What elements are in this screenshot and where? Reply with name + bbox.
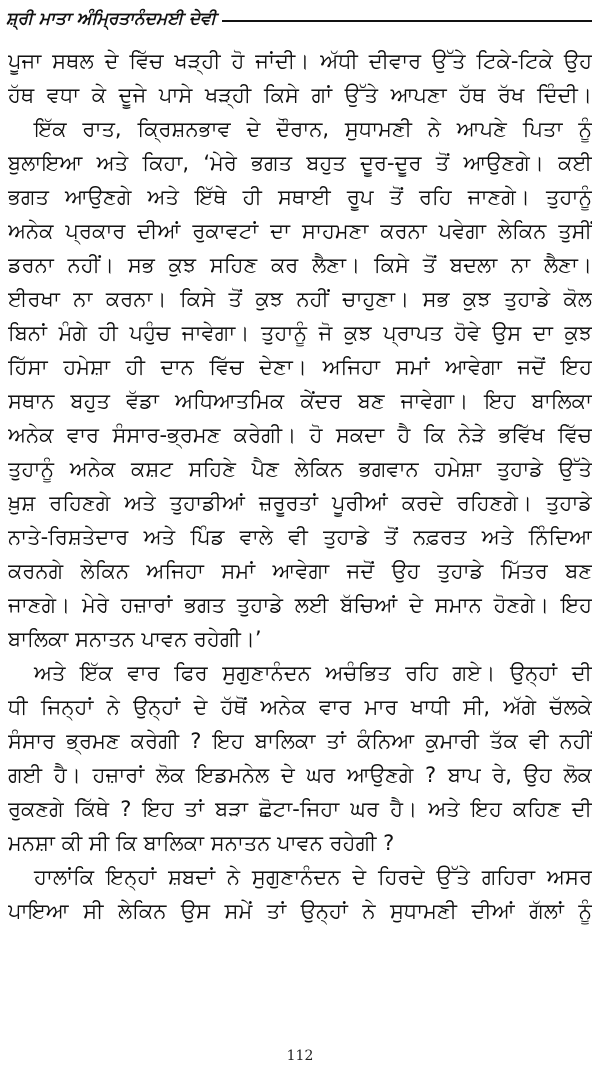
text-line: ਖ਼ੁਸ਼ ਰਹਿਣਗੇ ਅਤੇ ਤੁਹਾਡੀਆਂ ਜ਼ਰੂਰਤਾਂ ਪੂਰੀਆਂ ਕਰਦੇ ਰਹਿਣਗੇ। ਤੁਹਾਡੇ (8, 491, 592, 515)
text-line: ਜਾਣਗੇ। ਮੇਰੇ ਹਜ਼ਾਰਾਂ ਭਗਤ ਤੁਹਾਡੇ ਲਈ ਬੱਚਿਆਂ ਦੇ ਸਮਾਨ ਹੋਣਗੇ। ਇਹ (8, 593, 592, 617)
text-line: ਭਗਤ ਆਉਣਗੇ ਅਤੇ ਇੱਥੇ ਹੀ ਸਥਾਈ ਰੂਪ ਤੋਂ ਰਹਿ ਜਾਣਗੇ। ਤੁਹਾਨੂੰ (8, 185, 592, 209)
text-line: ਪਾਇਆ ਸੀ ਲੇਕਿਨ ਉਸ ਸਮੇਂ ਤਾਂ ਉਨ੍ਹਾਂ ਨੇ ਸੁਧਾਮਣੀ ਦੀਆਂ ਗੱਲਾਂ ਨੂੰ (8, 899, 592, 923)
text-line: ਬਿਨਾਂ ਮੰਗੇ ਹੀ ਪਹੁੰਚ ਜਾਵੇਗਾ। ਤੁਹਾਨੂੰ ਜੋ ਕੁਝ ਪ੍ਰਾਪਤ ਹੋਵੇ ਉਸ ਦਾ ਕੁਝ (8, 321, 592, 345)
running-header (6, 4, 592, 34)
body-text (8, 44, 592, 928)
page-number: 112 (286, 1048, 314, 1064)
text-line: ਨਾਤੇ-ਰਿਸ਼ਤੇਦਾਰ ਅਤੇ ਪਿੰਡ ਵਾਲੇ ਵੀ ਤੁਹਾਡੇ ਤੋਂ ਨਫ਼ਰਤ ਅਤੇ ਨਿੰਦਿਆ (8, 525, 592, 549)
header-title: ਸ਼੍ਰੀ ਮਾਤਾ ਅੰਮ੍ਰਿਤਾਨੰਦਮਈ ਦੇਵੀ (6, 9, 216, 29)
paragraph-last-line: ਬਾਲਿਕਾ ਸਨਾਤਨ ਪਾਵਨ ਰਹੇਗੀ।’ (8, 627, 262, 651)
text-line: ਕਰਨਗੇ ਲੇਕਿਨ ਅਜਿਹਾ ਸਮਾਂ ਆਵੇਗਾ ਜਦੋਂ ਉਹ ਤੁਹਾਡੇ ਮਿੱਤਰ ਬਣ (8, 559, 592, 583)
text-line: ਡਰਨਾ ਨਹੀਂ। ਸਭ ਕੁਝ ਸਹਿਣ ਕਰ ਲੈਣਾ। ਕਿਸੇ ਤੋਂ ਬਦਲਾ ਨਾ ਲੈਣਾ। (8, 253, 592, 277)
paragraph-last-line: ਮਨਸ਼ਾ ਕੀ ਸੀ ਕਿ ਬਾਲਿਕਾ ਸਨਾਤਨ ਪਾਵਨ ਰਹੇਗੀ ? (8, 831, 395, 855)
paragraph-first-line: ਹਾਲਾਂਕਿ ਇਨ੍ਹਾਂ ਸ਼ਬਦਾਂ ਨੇ ਸੁਗੁਣਾਨੰਦਨ ਦੇ ਹਿਰਦੇ ਉੱਤੇ ਗਹਿਰਾ ਅਸਰ (34, 865, 592, 889)
text-line: ਹੱਥ ਵਧਾ ਕੇ ਦੂਜੇ ਪਾਸੇ ਖੜ੍ਹੀ ਕਿਸੇ ਗਾਂ ਉੱਤੇ ਆਪਣਾ ਹੱਥ ਰੱਖ ਦਿੰਦੀ। (8, 83, 592, 107)
text-line: ਅਨੇਕ ਵਾਰ ਸੰਸਾਰ-ਭ੍ਰਮਣ ਕਰੇਗੀ। ਹੋ ਸਕਦਾ ਹੈ ਕਿ ਨੇੜੇ ਭਵਿੱਖ ਵਿੱਚ (8, 423, 592, 447)
text-line: ਬੁਲਾਇਆ ਅਤੇ ਕਿਹਾ, ‘ਮੇਰੇ ਭਗਤ ਬਹੁਤ ਦੂਰ-ਦੂਰ ਤੋਂ ਆਉਣਗੇ। ਕਈ (8, 151, 592, 175)
text-line: ਹਿੱਸਾ ਹਮੇਸ਼ਾ ਹੀ ਦਾਨ ਵਿੱਚ ਦੇਣਾ। ਅਜਿਹਾ ਸਮਾਂ ਆਵੇਗਾ ਜਦੋਂ ਇਹ (8, 355, 592, 379)
text-line: ਰੁਕਣਗੇ ਕਿੱਥੇ ? ਇਹ ਤਾਂ ਬੜਾ ਛੋਟਾ-ਜਿਹਾ ਘਰ ਹੈ। ਅਤੇ ਇਹ ਕਹਿਣ ਦੀ (8, 797, 592, 821)
text-line: ਪੂਜਾ ਸਥਲ ਦੇ ਵਿੱਚ ਖੜ੍ਹੀ ਹੋ ਜਾਂਦੀ। ਅੱਧੀ ਦੀਵਾਰ ਉੱਤੇ ਟਿਕੇ-ਟਿਕੇ ਉਹ (8, 49, 592, 73)
text-line: ਸਥਾਨ ਬਹੁਤ ਵੱਡਾ ਅਧਿਆਤਮਿਕ ਕੇਂਦਰ ਬਣ ਜਾਵੇਗਾ। ਇਹ ਬਾਲਿਕਾ (8, 389, 592, 413)
header-rule (222, 20, 592, 22)
paragraph-first-line: ਇੱਕ ਰਾਤ, ਕ੍ਰਿਸ਼ਨਭਾਵ ਦੇ ਦੌਰਾਨ, ਸੁਧਾਮਣੀ ਨੇ ਆਪਣੇ ਪਿਤਾ ਨੂੰ (34, 117, 592, 141)
text-line: ਸੰਸਾਰ ਭ੍ਰਮਣ ਕਰੇਗੀ ? ਇਹ ਬਾਲਿਕਾ ਤਾਂ ਕੰਨਿਆ ਕੁਮਾਰੀ ਤੱਕ ਵੀ ਨਹੀਂ (8, 729, 592, 753)
text-line: ਈਰਖਾ ਨਾ ਕਰਨਾ। ਕਿਸੇ ਤੋਂ ਕੁਝ ਨਹੀਂ ਚਾਹੁਣਾ। ਸਭ ਕੁਝ ਤੁਹਾਡੇ ਕੋਲ (8, 287, 592, 311)
text-line: ਧੀ ਜਿਨ੍ਹਾਂ ਨੇ ਉਨ੍ਹਾਂ ਦੇ ਹੱਥੋਂ ਅਨੇਕ ਵਾਰ ਮਾਰ ਖਾਧੀ ਸੀ, ਅੱਗੇ ਚੱਲਕੇ (8, 695, 592, 719)
text-line: ਤੁਹਾਨੂੰ ਅਨੇਕ ਕਸ਼ਟ ਸਹਿਣੇ ਪੈਣ ਲੇਕਿਨ ਭਗਵਾਨ ਹਮੇਸ਼ਾ ਤੁਹਾਡੇ ਉੱਤੇ (8, 457, 592, 481)
paragraph-first-line: ਅਤੇ ਇੱਕ ਵਾਰ ਫਿਰ ਸੁਗੁਣਾਨੰਦਨ ਅਚੰਭਿਤ ਰਹਿ ਗਏ। ਉਨ੍ਹਾਂ ਦੀ (34, 661, 592, 685)
text-line: ਗਈ ਹੈ। ਹਜ਼ਾਰਾਂ ਲੋਕ ਇਡਮਨੇਲ ਦੇ ਘਰ ਆਉਣਗੇ ? ਬਾਪ ਰੇ, ਉਹ ਲੋਕ (8, 763, 592, 787)
text-line: ਅਨੇਕ ਪ੍ਰਕਾਰ ਦੀਆਂ ਰੁਕਾਵਟਾਂ ਦਾ ਸਾਹਮਣਾ ਕਰਨਾ ਪਵੇਗਾ ਲੇਕਿਨ ਤੁਸੀਂ (8, 219, 592, 243)
